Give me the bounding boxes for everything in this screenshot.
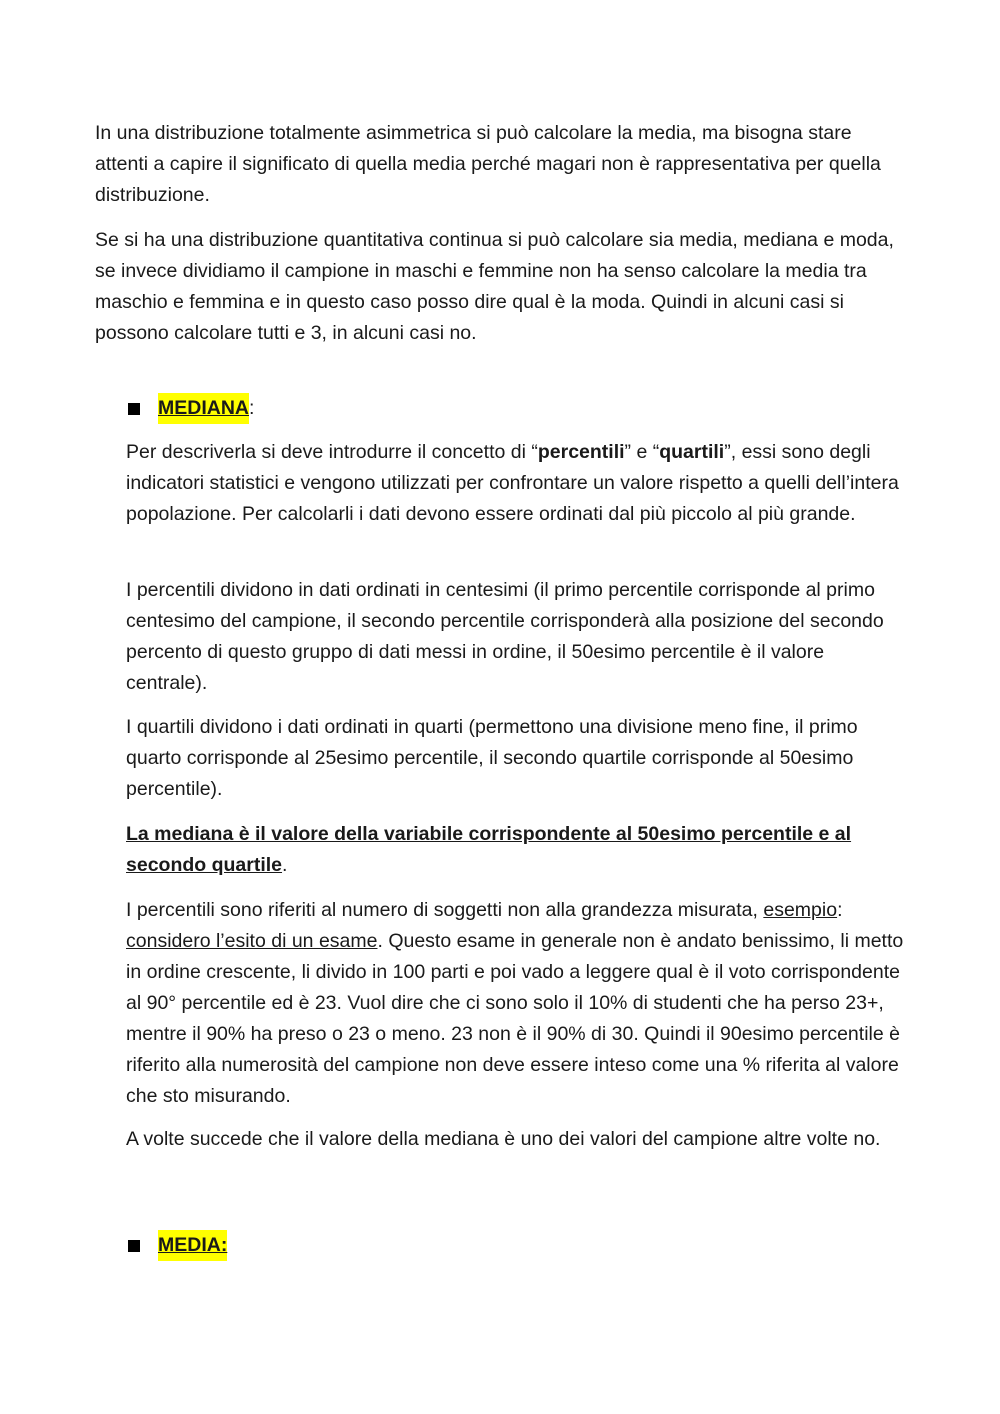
mediana-paragraph-6 xyxy=(126,1124,906,1155)
intro-paragraph-1-text: In una distribuzione totalmente asimmetrica si può calcolare la media, ma bisogna stare attenti a capire il significato di quella media perché magari non è rappresentativa per quella distribuzione. xyxy=(95,122,881,206)
mediana-paragraph-2-text: I percentili dividono in dati ordinati in centesimi (il primo percentile corrisponde al primo centesimo del campione, il secondo percentile corrisponderà alla posizione del secondo percento di questo gruppo di dati messi in ordine, il 50esimo percentile è il valore centrale). xyxy=(126,579,884,694)
mediana-heading xyxy=(126,393,254,424)
intro-paragraph-1 xyxy=(95,118,895,211)
mediana-heading-suffix: : xyxy=(249,397,255,419)
intro-paragraph-2 xyxy=(95,225,895,349)
square-bullet-icon xyxy=(128,1240,140,1252)
text-run: Per descriverla si deve introdurre il concetto di “ xyxy=(126,441,538,463)
text-run: . xyxy=(282,854,288,876)
mediana-heading-label: MEDIANA xyxy=(158,393,249,424)
mediana-paragraph-5 xyxy=(126,895,906,1112)
media-heading xyxy=(126,1230,227,1261)
text-run: ”, essi sono degli indicatori statistici e vengono utilizzati per confrontare un valore rispetto a quelli dell’intera popolazione. Per calcolarli i dati devono essere ordinati dal più piccolo al più grande. xyxy=(126,441,899,525)
mediana-paragraph-1-text xyxy=(126,437,906,530)
example-title: considero l’esito di un esame xyxy=(126,930,378,952)
mediana-paragraph-6-text: A volte succede che il valore della mediana è uno dei valori del campione altre volte no. xyxy=(126,1128,881,1150)
example-label: esempio xyxy=(763,899,838,921)
square-bullet-icon xyxy=(128,403,140,415)
mediana-paragraph-3-text: I quartili dividono i dati ordinati in quarti (permettono una divisione meno fine, il primo quarto corrisponde al 25esimo percentile, il secondo quartile corrisponde al 50esimo percentile). xyxy=(126,716,858,800)
mediana-paragraph-1 xyxy=(126,437,906,530)
mediana-paragraph-4 xyxy=(126,819,906,881)
text-run: : xyxy=(837,899,843,921)
mediana-paragraph-3 xyxy=(126,712,906,805)
text-run: . Questo esame in generale non è andato benissimo, li metto in ordine crescente, li divido in 100 parti e poi vado a leggere qual è il voto corrispondente al 90° percentile ed è 23. Vuol dire che ci sono solo il 10% di studenti che ha perso 23+, mentre il 90% ha preso o 23 o meno. 23 non è il 90% di 30. Quindi il 90esimo percentile è riferito alla numerosità del campione non deve essere inteso come una % riferita al valore che sto misurando. xyxy=(126,930,904,1107)
text-run: I percentili sono riferiti al numero di soggetti non alla grandezza misurata, xyxy=(126,899,764,921)
mediana-definition-text: La mediana è il valore della variabile corrispondente al 50esimo percentile e al secondo quartile xyxy=(126,823,852,876)
media-heading-label: MEDIA: xyxy=(158,1230,227,1261)
text-run: ” e “ xyxy=(624,441,660,463)
term-quartili: quartili xyxy=(659,441,725,463)
mediana-paragraph-5-text xyxy=(126,895,906,1112)
term-percentili: percentili xyxy=(537,441,625,463)
intro-paragraph-2-text: Se si ha una distribuzione quantitativa continua si può calcolare sia media, mediana e moda, se invece dividiamo il campione in maschi e femmine non ha senso calcolare la media tra maschio e femmina e in questo caso posso dire qual è la moda. Quindi in alcuni casi si possono calcolare tutti e 3, in alcuni casi no. xyxy=(95,229,894,344)
mediana-definition xyxy=(126,819,906,881)
mediana-paragraph-2 xyxy=(126,575,906,699)
